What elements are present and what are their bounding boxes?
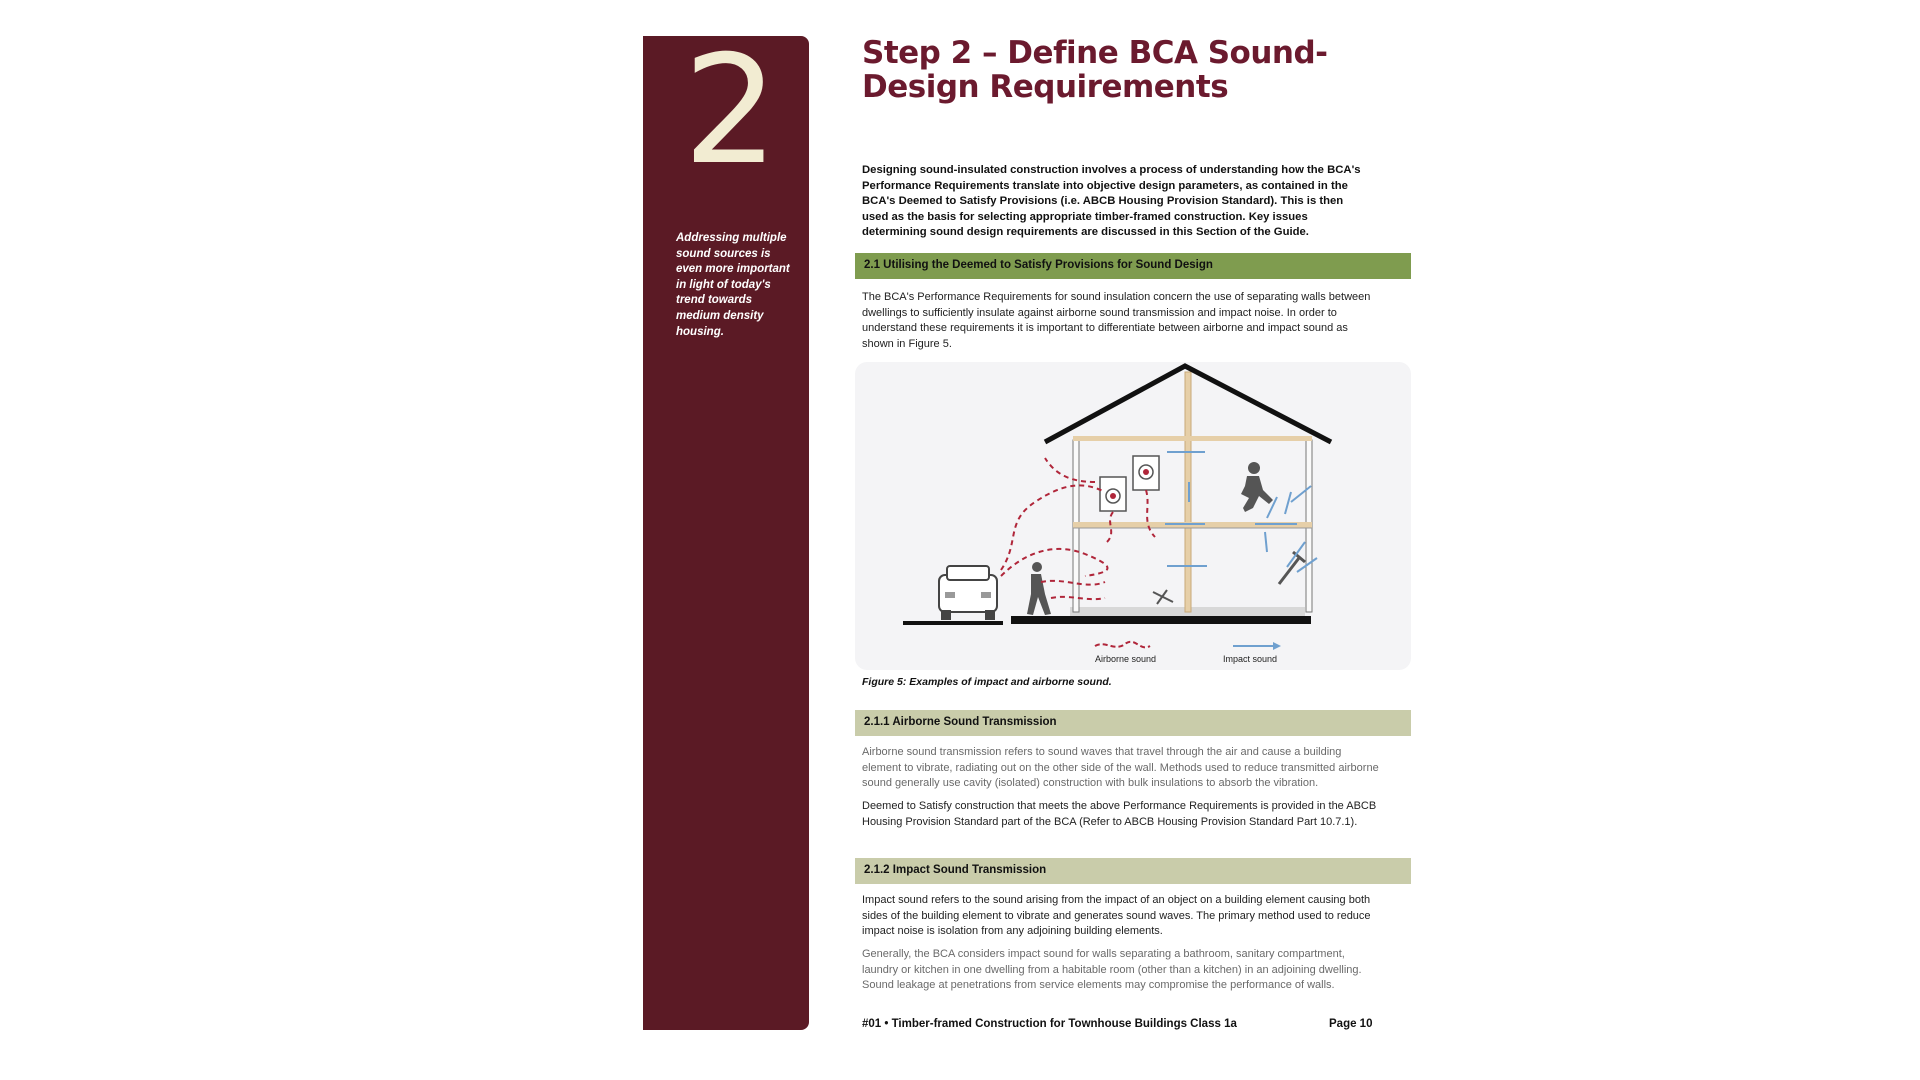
section-2-1-2-paragraph-2: Generally, the BCA considers impact sound for walls separating a bathroom, sanitary compartment, laundry or kitchen in one dwelling from a habitable room (other than a kitchen) in an adjoining dwelling. Sound leakage at penetrations from service elements may compromise the performance of walls.	[862, 948, 1362, 992]
page-title-line-1: Step 2 – Define BCA Sound-	[862, 35, 1328, 71]
section-2-1-heading-bar	[855, 253, 1411, 279]
ground-line-left	[903, 621, 1003, 625]
section-2-1-2-heading-bar	[855, 858, 1411, 884]
section-2-1-2-paragraph-1: Impact sound refers to the sound arising from the impact of an object on a building element causing both sides of the building element to vibrate and generates sound waves. The primary method used to reduce impact noise is isolation from any adjoining building elements.	[862, 894, 1371, 938]
page-title-line-2: Design Requirements	[862, 69, 1229, 105]
figure-caption: Figure 5: Examples of impact and airborne sound.	[862, 676, 1112, 688]
running-person-icon	[1241, 462, 1273, 512]
section-2-1-heading: 2.1 Utilising the Deemed to Satisfy Provisions for Sound Design	[864, 259, 1213, 271]
section-2-1-1-heading: 2.1.1 Airborne Sound Transmission	[864, 716, 1057, 728]
walking-person-icon	[1027, 562, 1051, 615]
section-2-1-paragraph: The BCA's Performance Requirements for sound insulation concern the use of separating walls between dwellings to sufficiently insulate against airborne sound transmission and impact noise. In order to understand these requirements it is important to differentiate between airborne and impact sound as shown in Figure 5.	[862, 291, 1371, 350]
section-2-1-2-heading: 2.1.2 Impact Sound Transmission	[864, 864, 1047, 876]
car-icon	[939, 566, 997, 620]
footer-document-title: #01 • Timber-framed Construction for Townhouse Buildings Class 1a	[862, 1018, 1237, 1030]
section-2-1-1-paragraph-1: Airborne sound transmission refers to sound waves that travel through the air and cause a building element to vibrate, radiating out on the other side of the wall. Methods used to reduce transmitted airborne sound generally use cavity (isolated) construction with bulk insulations to absorb the vibration.	[862, 746, 1379, 790]
step-number: 2	[683, 24, 779, 198]
section-2-1-1-paragraph-2: Deemed to Satisfy construction that meets the above Performance Requirements is provided in the ABCB Housing Provision Standard part of the BCA (Refer to ABCB Housing Provision Standard Part 10.7.1).	[862, 800, 1377, 828]
footer-page-number: Page 10	[1329, 1018, 1373, 1030]
ceiling-joist	[1073, 436, 1312, 441]
ground-slab	[1011, 616, 1311, 624]
legend-airborne-label: Airborne sound	[1095, 654, 1157, 664]
step-sidebar	[643, 24, 809, 1030]
dropped-object-icon	[1153, 590, 1173, 604]
section-2-1-1-heading-bar	[855, 710, 1411, 736]
legend-impact-arrowhead	[1273, 642, 1281, 650]
dryer-icon	[1133, 456, 1159, 490]
sound-house-diagram	[855, 362, 1411, 670]
washing-machine-icon	[1100, 477, 1126, 511]
page-title	[862, 36, 1362, 104]
legend-impact-label: Impact sound	[1223, 654, 1278, 664]
sidebar-note: Addressing multiple sound sources is even more important in light of today's trend towards medium density housing.	[676, 232, 790, 338]
intro-paragraph: Designing sound-insulated construction involves a process of understanding how the BCA's Performance Requirements translate into objective design parameters, as contained in the BCA's Deemed to Satisfy Provisions (i.e. ABCB Housing Provision Standard). This is then used as the basis for selecting appropriate timber-framed construction. Key issues determining sound design requirements are discussed in this Section of the Guide.	[862, 164, 1361, 238]
legend-airborne-swatch	[1095, 642, 1150, 648]
figure-5	[855, 362, 1411, 670]
